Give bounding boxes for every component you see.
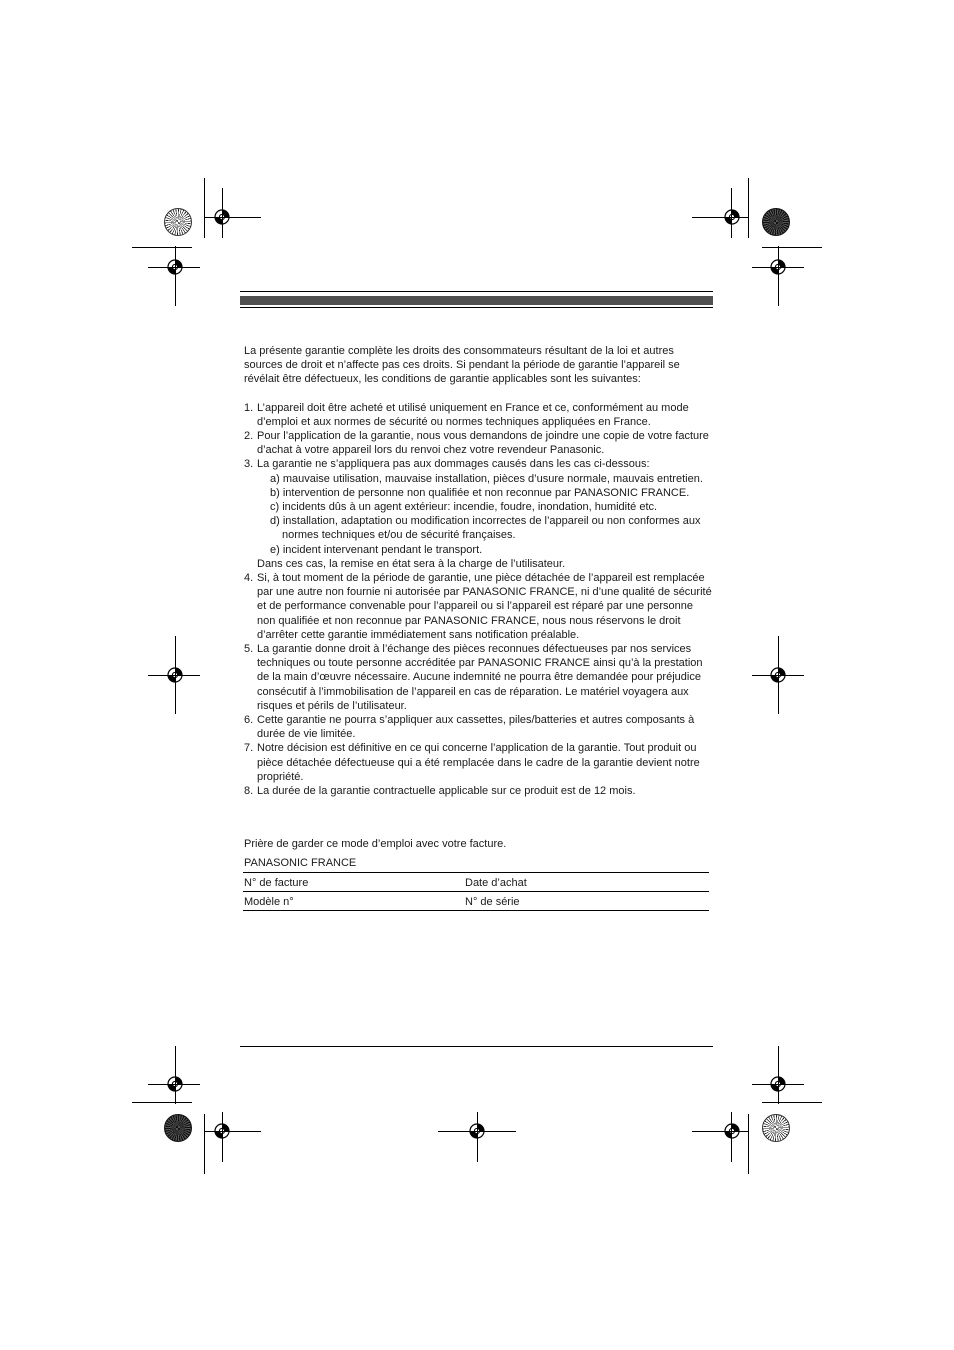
form-row-invoice — [243, 872, 709, 892]
list-item: 6. Cette garantie ne pourra s’appliquer aux cassettes, piles/batteries et autres composants à durée de vie limitée. — [244, 714, 695, 741]
list-item: 1. L’appareil doit être acheté et utilisé uniquement en France et ce, conformément au mode d’emploi et aux normes de sécurité ou normes techniques appliquées en France. — [244, 401, 689, 428]
exclusions-list — [257, 472, 714, 557]
serial-number-label: N° de série — [465, 896, 520, 908]
list-item: 2. Pour l’application de la garantie, nous vous demandons de joindre une copie de votre facture d’achat à votre appareil lors du renvoi chez votre revendeur Panasonic. — [244, 430, 709, 457]
list-item: 5. La garantie donne droit à l’échange des pièces reconnues défectueuses par nos services techniques ou toute personne accréditée par PANASONIC FRANCE ainsi qu’à la prestation de la main d’œuvre nécessaire. Aucune indemnité ne pourra être demandée pour préjudice consécutif à l’immobilisation de l’appareil en cas de réparation. Le matériel voyagera aux risques et périls de l’utilisateur. — [244, 643, 703, 712]
list-item: c) incidents dûs à un agent extérieur: incendie, foudre, inondation, humidité etc. — [270, 501, 658, 514]
purchase-date-label: Date d’achat — [465, 877, 527, 889]
header-bar — [240, 296, 713, 305]
warranty-conditions — [244, 344, 714, 798]
form-row-model — [243, 891, 709, 911]
model-number-label: Modèle n° — [244, 896, 294, 908]
invoice-number-label: N° de facture — [244, 877, 309, 889]
color-bar-sunburst-icon — [164, 208, 192, 236]
color-bar-sunburst-icon — [762, 208, 790, 236]
color-bar-sunburst-icon — [762, 1114, 790, 1142]
list-item: 3. La garantie ne s’appliquera pas aux dommages causés dans les cas ci-dessous: a) mauvaise utilisation, mauvaise installation, pièces d’usure normale, mauvais entretien. b) intervention de personne non qualifiée et non reconnue par PANASONIC FRANCE. c) incidents dûs à un agent extérieur: incendie, foudre, inondation, humidité etc. d) installation, adaptation ou modification incorrectes de l’appareil ou non conformes aux normes techniques et/ou de sécurité françaises. e) incident intervenant pendant le transport. Dans ces cas, la remise en état sera à la charge de l’utilisateur. — [244, 457, 714, 571]
list-item: 7. Notre décision est définitive en ce qui concerne l’application de la garantie. Tout produit ou pièce détachée défectueuse qui a été remplacée dans le cadre de la garantie devient notre propriété. — [244, 742, 700, 783]
header-rule — [240, 307, 713, 308]
exclusions-note: Dans ces cas, la remise en état sera à la charge de l’utilisateur. — [257, 557, 566, 570]
conditions-list — [244, 401, 714, 799]
footer-rule — [240, 1046, 713, 1047]
list-item: 4. Si, à tout moment de la période de garantie, une pièce détachée de l’appareil est remplacée par une autre non fournie ni autorisée par PANASONIC FRANCE, ni d’une qualité de sécurité et de performance convenable pour l’appareil ou si l’appareil est réparé par une personne non qualifiée et non reconnue par PANASONIC FRANCE, nous nous réservons le droit d’arrêter cette garantie immédiatement sans notification préalable. — [244, 572, 712, 641]
company-name: PANASONIC FRANCE — [244, 857, 357, 869]
list-item: a) mauvaise utilisation, mauvaise installation, pièces d’usure normale, mauvais entretien. — [270, 472, 703, 485]
intro-paragraph: La présente garantie complète les droits des consommateurs résultant de la loi et autres sources de droit et n’affecte pas ces droits. Si pendant la période de garantie l’appareil se révélait être défectueux, les conditions de garantie applicables sont les suivantes: — [244, 345, 680, 386]
list-item: b) intervention de personne non qualifiée et non reconnue par PANASONIC FRANCE. — [270, 486, 690, 499]
list-item: d) installation, adaptation ou modification incorrectes de l’appareil ou non conformes aux normes techniques et/ou de sécurité françaises. — [270, 515, 701, 542]
keep-manual-note: Prière de garder ce mode d’emploi avec votre facture. — [244, 838, 507, 850]
color-bar-sunburst-icon — [164, 1114, 192, 1142]
header-rule — [240, 291, 713, 292]
list-item: 8. La durée de la garantie contractuelle applicable sur ce produit est de 12 mois. — [244, 785, 636, 798]
list-item: e) incident intervenant pendant le transport. — [270, 543, 483, 556]
form-bottom-rule — [243, 910, 709, 911]
